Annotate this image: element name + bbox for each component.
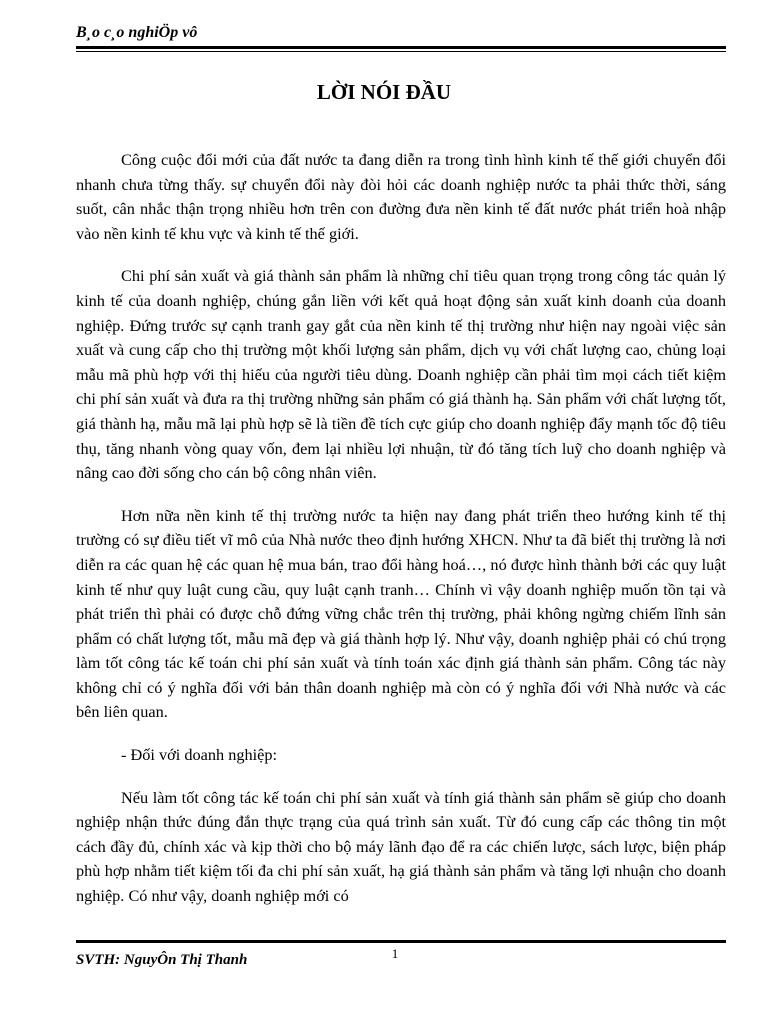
paragraph-2: Chi phí sản xuất và giá thành sản phẩm là những chỉ tiêu quan trọng trong công tác quản lý kinh tế của doanh nghiệp, chúng gắn liền với kết quả hoạt động sản xuất kinh doanh của doanh nghiệp. Đứng trước sự cạnh tranh gay gắt của nền kinh tế thị trường như hiện nay ngoài việc sản xuất và cung cấp cho thị trường một khối lượng sản phẩm, dịch vụ với chất lượng cao, chủng loại mẫu mã phù hợp với thị hiếu của người tiêu dùng. Doanh nghiệp cần phải tìm mọi cách tiết kiệm chi phí sản xuất và đưa ra thị trường những sản phẩm có giá thành hạ. Sản phẩm với chất lượng tốt, giá thành hạ, mẫu mã lại phù hợp sẽ là tiền đề tích cực giúp cho doanh nghiệp đẩy mạnh tốc độ tiêu thụ, tăng nhanh vòng quay vốn, đem lại nhiều lợi nhuận, từ đó tăng tích luỹ cho doanh nghiệp và nâng cao đời sống cho cán bộ công nhân viên. <box>76 266 726 483</box>
header-rule <box>76 46 726 49</box>
header-title: B¸o c¸o nghiÖp vô <box>76 24 198 41</box>
paragraph-1: Công cuộc đổi mới của đất nước ta đang diễn ra trong tình hình kinh tế thế giới chuyển đổi nhanh chưa từng thấy. sự chuyển đổi này đòi hỏi các doanh nghiệp nước ta phải thức thời, sáng suốt, cân nhắc thận trọng nhiều hơn trên con đường đưa nền kinh tế đất nước phát triển hoà nhập vào nền kinh tế khu vực và kinh tế thế giới. <box>76 150 726 243</box>
document-body <box>76 148 726 909</box>
document-heading: LỜI NÓI ĐẦU <box>316 80 452 104</box>
footer-author: SVTH: NguyÔn Thị Thanh <box>76 952 248 968</box>
paragraph-4-subheading: - Đối với doanh nghiệp: <box>121 745 278 765</box>
paragraph-5: Nếu làm tốt công tác kế toán chi phí sản xuất và tính giá thành sản phẩm sẽ giúp cho doanh nghiệp nhận thức đúng đắn thực trạng của quá trình sản xuất. Từ đó cung cấp các thông tin một cách đầy đủ, chính xác và kịp thời cho bộ máy lãnh đạo để ra các chiến lược, sách lược, biện pháp phù hợp nhằm tiết kiệm tối đa chi phí sản xuất, hạ giá thành sản phẩm và tăng lợi nhuận cho doanh nghiệp. Có như vậy, doanh nghiệp mới có <box>76 787 726 906</box>
page-number: 1 <box>391 946 399 961</box>
footer-rule <box>76 940 726 943</box>
header-rule-thin <box>76 51 726 52</box>
paragraph-3: Hơn nữa nền kinh tế thị trường nước ta hiện nay đang phát triển theo hướng kinh tế thị trường có sự điều tiết vĩ mô của Nhà nước theo định hướng XHCN. Như ta đã biết thị trường là nơi diễn ra các quan hệ các quan hệ mua bán, trao đổi hàng hoá…, nó được hình thành bởi các quy luật kinh tế như quy luật cung cầu, quy luật cạnh tranh… Chính vì vậy doanh nghiệp muốn tồn tại và phát triển thì phải có được chỗ đứng vững chắc trên thị trường, phải không ngừng chiếm lĩnh sản phẩm có chất lượng tốt, mẫu mã đẹp và giá thành hợp lý. Như vậy, doanh nghiệp phải có chú trọng làm tốt công tác kế toán chi phí sản xuất và tính toán xác định giá thành sản phẩm. Công tác này không chỉ có ý nghĩa đối với bản thân doanh nghiệp mà còn có ý nghĩa đối với Nhà nước và các bên liên quan. <box>76 505 726 722</box>
